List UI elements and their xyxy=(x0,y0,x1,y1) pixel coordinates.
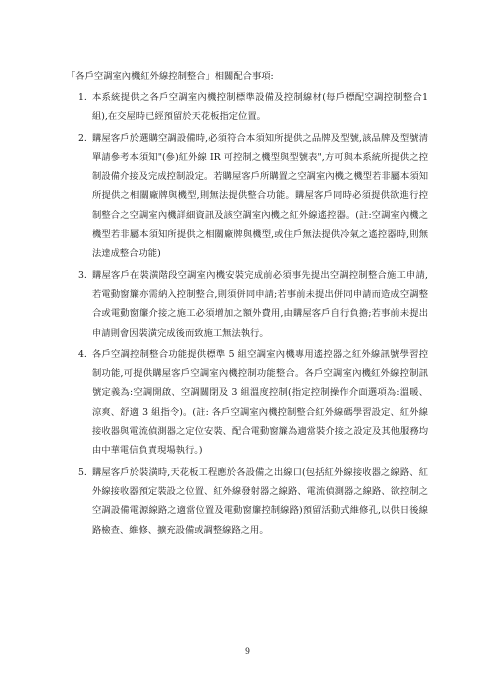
list-item-1 xyxy=(78,88,428,127)
item-text: 各戶空調控制整合功能提供標準 5 組空調室內機專用遙控器之紅外線訊號學習控制功能,可提供購屋客戶空調室內機控制功能整合。各戶空調室內機紅外線控制訊號定義為:空調開啟、空調關閉及 3 組溫度控制(指定控制操作介面選項為:溫暖、涼爽、舒適 3 組指令)。(註: 各戶空調室內機控制整合紅外線碼學習設定、紅外線接收器與電流偵測器之定位安裝、配合電動窗簾為適當裝介接之設定及其他服務均由中華電信負責現場執行。) xyxy=(92,348,428,457)
list-item-5 xyxy=(78,463,428,540)
requirements-list xyxy=(78,88,428,542)
item-text: 購屋客戶於選購空調設備時,必須符合本須知所提供之品牌及型號,該品牌及型號清單請參考本須知"(參)紅外線 IR 可控制之機型與型號表",方可與本系統所提供之控制設備介接及完成控制設定。若購屋客戶所購置之空調室內機之機型若非屬本須知所提供之相關廠牌與機型,則無法提供整合功能。購屋客戶同時必須提供欲進行控制整合之空調室內機詳細資訊及該空調室內機之紅外線遙控器。(註:空調室內機之機型若非屬本須知所提供之相關廠牌與機型,或住戶無法提供冷氣之遙控器時,則無法達成整合功能) xyxy=(92,132,428,260)
item-text: 購屋客戶在裝潢階段空調室內機安裝完成前必須事先提出空調控制整合施工申請,若電動窗簾亦需納入控制整合,則須併同申請;若事前未提出併同申請而造成空調整合或電動窗簾介接之施工必須增加之額外費用,由購屋客戶自行負擔;若事前未提出申請則會因裝潢完成後而致施工無法執行。 xyxy=(92,269,428,339)
list-item-3 xyxy=(78,266,428,343)
item-text: 本系統提供之各戶空調室內機控制標準設備及控制線材(每戶標配空調控制整合1組),在交屋時已經預留於天花板指定位置。 xyxy=(92,92,428,123)
list-item-2 xyxy=(78,129,428,264)
item-number: 4. xyxy=(78,348,87,360)
list-item-4 xyxy=(78,345,428,461)
item-number: 3. xyxy=(78,269,87,281)
item-number: 5. xyxy=(78,466,87,478)
item-number: 1. xyxy=(78,92,87,103)
item-number: 2. xyxy=(78,132,87,144)
page-number: 9 xyxy=(245,646,250,656)
section-heading: 「各戶空調室內機紅外線控制整合」相關配合事項: xyxy=(66,71,274,82)
item-text: 購屋客戶於裝潢時,天花板工程應於各設備之出線口(包括紅外線接收器之線路、紅外線接收器預定裝設之位置、紅外線發射器之線路、電流偵測器之線路、欲控制之空調設備電源線路之適當位置及電動窗簾控制線路)預留活動式維修孔,以供日後線路檢查、維修、擴充設備或調整線路之用。 xyxy=(92,466,428,536)
